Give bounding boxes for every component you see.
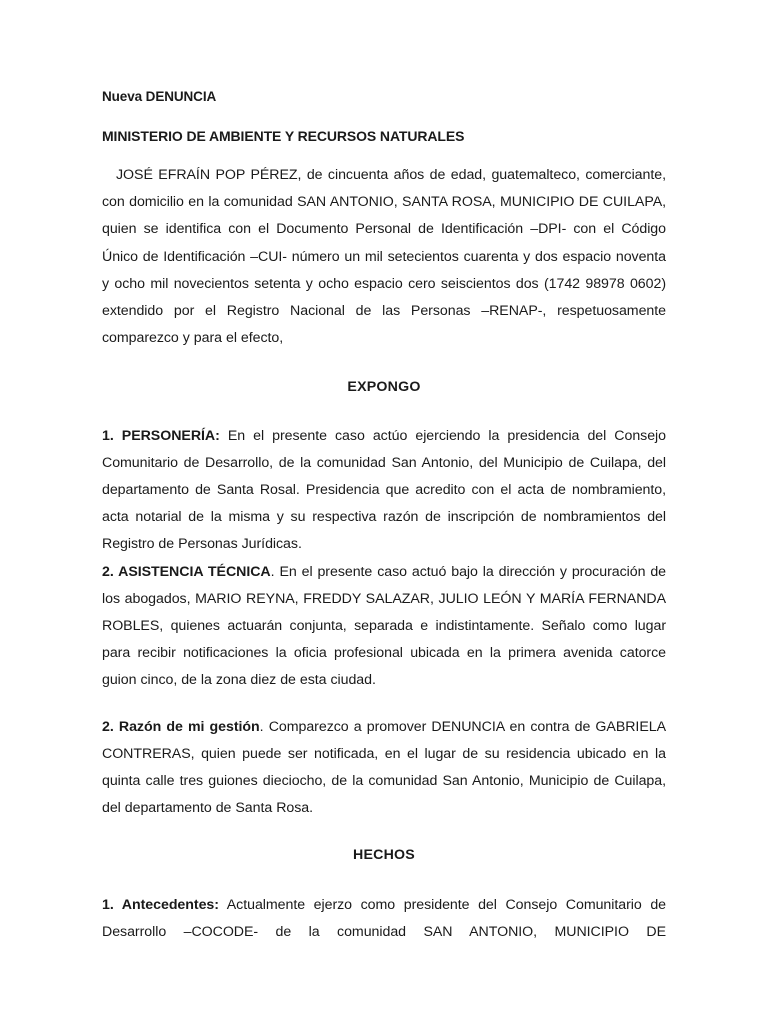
section-asistencia-tecnica-text: . En el presente caso actuó bajo la dirección y procuración de los abogados, MARIO REYNA, FREDDY SALAZAR, JULIO LEÓN Y MARÍA FERNANDA ROBLES, quienes actuarán conjunta, separada e indistintamente. Señalo como lugar para recibir notificaciones la oficia profesional ubicada en la primera avenida catorce guion cinco, de la zona diez de esta ciudad.	[102, 563, 667, 689]
intro-paragraph: JOSÉ EFRAÍN POP PÉREZ, de cincuenta años de edad, guatemalteco, comerciante, con domicilio en la comunidad SAN ANTONIO, SANTA ROSA, MUNICIPIO DE CUILAPA, quien se identifica con el Documento Personal de Identificación –DPI- con el Código Único de Identificación –CUI- número un mil setecientos cuarenta y dos espacio noventa y ocho mil novecientos setenta y ocho espacio cero seiscientos dos (1742 98978 0602) extendido por el Registro Nacional de las Personas –RENAP-, respetuosamente comparezco y para el efecto,	[102, 167, 666, 347]
section-razon-de-mi-gestion-label: 2. Razón de mi gestión	[102, 718, 260, 735]
section-personeria	[102, 423, 666, 559]
section-antecedentes-text: Actualmente ejerzo como presidente del Consejo Comunitario de Desarrollo –COCODE- de la comunidad SAN ANTONIO, MUNICIPIO DE	[102, 896, 667, 940]
document-title: Nueva DENUNCIA	[102, 89, 217, 104]
section-antecedentes-label: 1. Antecedentes:	[102, 896, 219, 913]
section-razon-de-mi-gestion-text: . Comparezco a promover DENUNCIA en contra de GABRIELA CONTRERAS, quien puede ser notificada, en el lugar de su residencia ubicado en la quinta calle tres guiones dieciocho, de la comunidad San Antonio, Municipio de Cuilapa, del departamento de Santa Rosa.	[102, 718, 666, 817]
section-personeria-text: En el presente caso actúo ejerciendo la presidencia del Consejo Comunitario de Desarrollo, de la comunidad San Antonio, del Municipio de Cuilapa, del departamento de Santa Rosal. Presidencia que acredito con el acta de nombramiento, acta notarial de la misma y su respectiva razón de inscripción de nombramientos del Registro de Personas Jurídicas.	[102, 427, 666, 553]
section-antecedentes	[102, 892, 666, 974]
heading-expongo: EXPONGO	[347, 379, 421, 396]
section-personeria-label: 1. PERSONERÍA:	[102, 427, 220, 444]
section-asistencia-tecnica	[102, 559, 666, 695]
heading-hechos: HECHOS	[353, 847, 415, 864]
section-razon-de-mi-gestion	[102, 714, 666, 823]
document-subtitle: MINISTERIO DE AMBIENTE Y RECURSOS NATURALES	[102, 128, 465, 144]
document-body	[102, 88, 666, 973]
section-asistencia-tecnica-label: 2. ASISTENCIA TÉCNICA	[102, 563, 271, 580]
